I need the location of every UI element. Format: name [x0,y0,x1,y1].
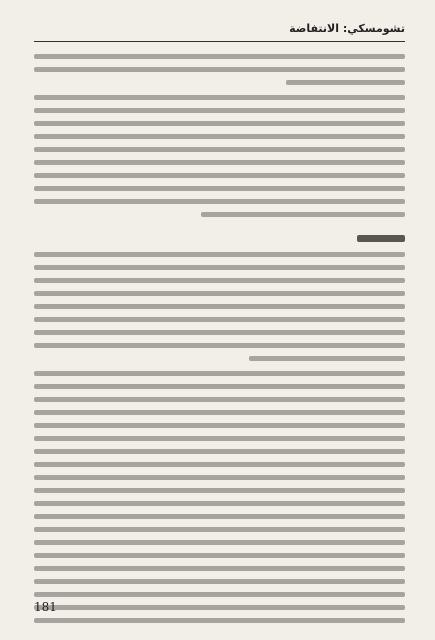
text-line [34,278,405,283]
text-line [34,67,405,72]
paragraph [34,54,405,85]
paragraph [34,95,405,217]
text-line [34,618,405,623]
text-line [34,592,405,597]
text-line [34,304,405,309]
paragraph [34,371,405,623]
text-line [34,134,405,139]
text-line [34,121,405,126]
text-line [201,212,405,217]
text-line [34,462,405,467]
page-number: 181 [34,600,57,614]
text-line [34,160,405,165]
text-line [34,527,405,532]
text-line [34,199,405,204]
text-line [34,291,405,296]
text-line [286,80,405,85]
text-line [34,95,405,100]
text-line [34,488,405,493]
text-line [34,540,405,545]
text-line [34,384,405,389]
text-line [34,147,405,152]
text-line [34,343,405,348]
text-line [34,186,405,191]
text-line [34,514,405,519]
text-line [34,330,405,335]
text-line [34,265,405,270]
text-line [34,423,405,428]
text-line [34,173,405,178]
text-line [34,317,405,322]
text-line [249,356,405,361]
text-line [34,371,405,376]
text-line [34,397,405,402]
section-heading [357,235,405,242]
text-line [34,108,405,113]
text-line [34,553,405,558]
running-header: تشومسكي: الانتفاضة [34,22,405,42]
text-line [34,410,405,415]
text-line [34,252,405,257]
text-line [34,54,405,59]
text-line [34,579,405,584]
paragraph [34,252,405,361]
text-line [34,475,405,480]
text-line [34,501,405,506]
text-line [34,566,405,571]
text-line [34,449,405,454]
text-line [34,605,405,610]
text-line [34,436,405,441]
